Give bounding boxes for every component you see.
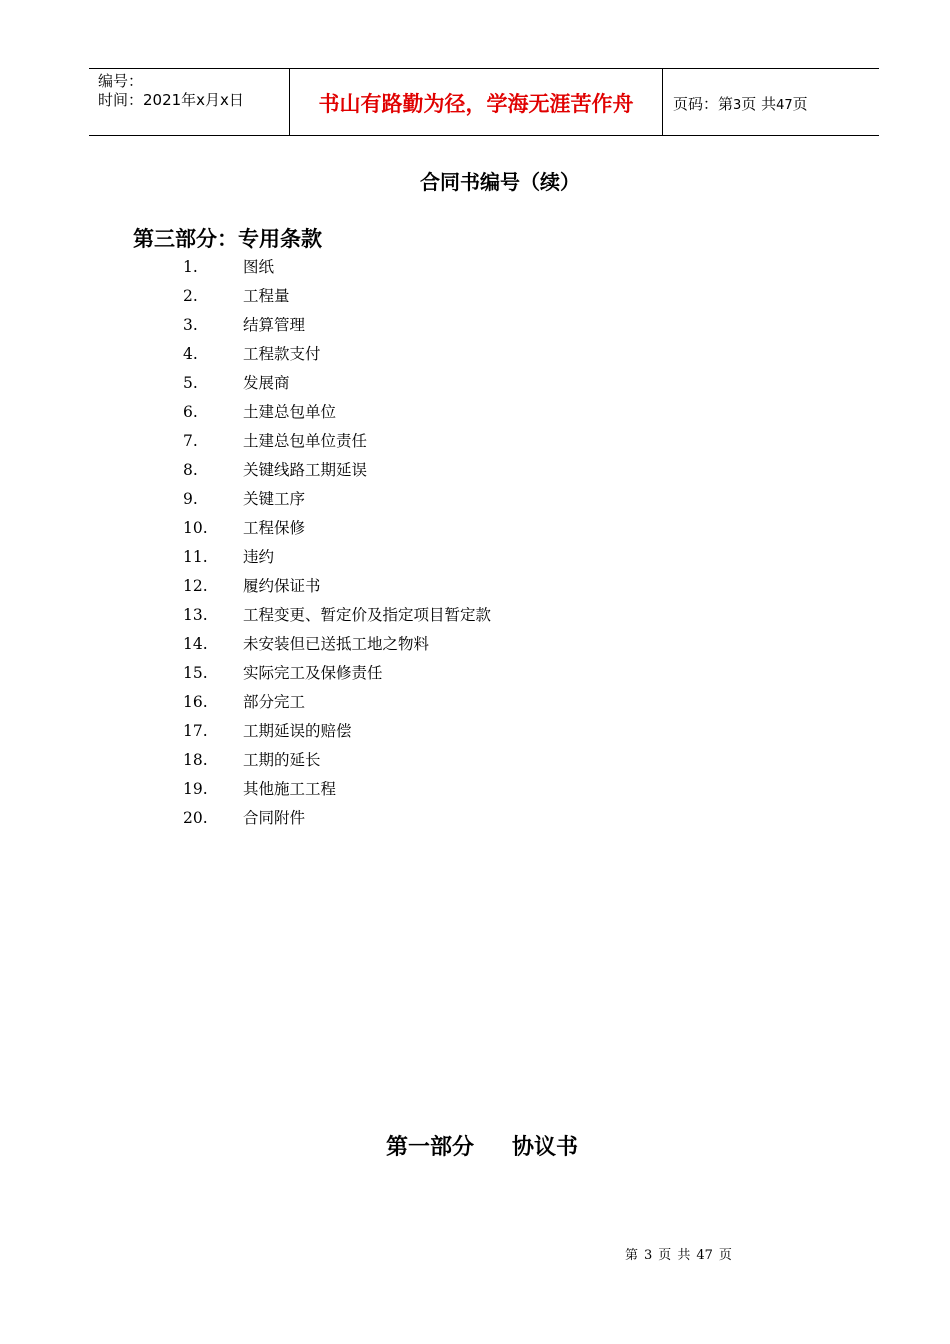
page-mid: 页 共 [741, 95, 777, 113]
clause-number: 11. [183, 548, 208, 566]
section-title: 第三部分：专用条款 [133, 227, 322, 251]
clause-list-item [183, 779, 491, 808]
page-total: 47 [776, 98, 793, 113]
clause-text: 工期的延长 [243, 751, 321, 769]
clause-number: 1. [183, 258, 198, 276]
clause-text: 工程量 [243, 287, 290, 305]
footer-word-3: 共 [677, 1248, 691, 1263]
clause-list-item [183, 344, 491, 373]
clause-number: 2. [183, 287, 198, 305]
clause-number: 15. [183, 664, 208, 682]
header-page-info [673, 95, 808, 115]
clause-list-item [183, 808, 491, 837]
clause-number: 12. [183, 577, 208, 595]
clause-number: 20. [183, 809, 208, 827]
header-motto-cell [290, 69, 663, 135]
clause-text: 未安装但已送抵工地之物料 [243, 635, 430, 653]
header-meta-cell [89, 69, 290, 135]
part-title [386, 1134, 578, 1162]
clause-list-item [183, 750, 491, 779]
clause-number: 19. [183, 780, 208, 798]
page-footer [625, 1247, 738, 1265]
clause-text: 工程款支付 [243, 345, 321, 363]
page-prefix: 页码：第 [673, 95, 734, 113]
clause-number: 14. [183, 635, 208, 653]
clause-text: 土建总包单位责任 [243, 432, 368, 450]
clause-text: 实际完工及保修责任 [243, 664, 383, 682]
document-title: 合同书编号（续） [420, 170, 580, 194]
page-header [89, 68, 879, 136]
clause-list-item [183, 634, 491, 663]
header-page-cell [663, 69, 879, 135]
clause-number: 6. [183, 403, 198, 421]
clause-number: 8. [183, 461, 198, 479]
footer-word-1: 第 [625, 1248, 639, 1263]
clause-list-item [183, 460, 491, 489]
page-suffix: 页 [792, 95, 808, 113]
clause-text: 图纸 [243, 258, 275, 276]
clause-text: 合同附件 [243, 809, 306, 827]
part-title-name: 协议书 [512, 1135, 579, 1160]
clause-text: 工程保修 [243, 519, 306, 537]
clause-number: 7. [183, 432, 198, 450]
clause-text: 土建总包单位 [243, 403, 337, 421]
clause-text: 部分完工 [243, 693, 306, 711]
clause-number: 9. [183, 490, 198, 508]
clause-number: 5. [183, 374, 198, 392]
clause-list-item [183, 605, 491, 634]
clause-list-item [183, 692, 491, 721]
clause-text: 发展商 [243, 374, 290, 392]
clause-list-item [183, 518, 491, 547]
page-current: 3 [733, 98, 742, 113]
header-motto: 书山有路勤为径，学海无涯苦作舟 [318, 92, 634, 116]
footer-current-page: 3 [644, 1248, 653, 1263]
clause-text: 其他施工工程 [243, 780, 337, 798]
footer-total-pages: 47 [696, 1248, 713, 1263]
document-number-label: 编号： [98, 72, 144, 90]
clause-list-item [183, 402, 491, 431]
clause-text: 违约 [243, 548, 275, 566]
document-time-label: 时间：2021年x月x日 [98, 91, 244, 109]
clause-list-item [183, 431, 491, 460]
clause-list-item [183, 286, 491, 315]
clause-text: 关键工序 [243, 490, 306, 508]
clause-list-item [183, 489, 491, 518]
clause-list-item [183, 547, 491, 576]
clause-number: 17. [183, 722, 208, 740]
footer-word-2: 页 [658, 1248, 672, 1263]
clause-number: 16. [183, 693, 208, 711]
clause-number: 10. [183, 519, 208, 537]
clause-text: 工程变更、暂定价及指定项目暂定款 [243, 606, 492, 624]
clause-number: 13. [183, 606, 208, 624]
clause-text: 关键线路工期延误 [243, 461, 368, 479]
clause-list-item [183, 257, 491, 286]
clause-list-item [183, 663, 491, 692]
clause-text: 履约保证书 [243, 577, 321, 595]
clause-list [183, 257, 491, 837]
clause-number: 3. [183, 316, 198, 334]
clause-text: 工期延误的赔偿 [243, 722, 352, 740]
part-title-number: 第一部分 [386, 1135, 475, 1160]
clause-list-item [183, 315, 491, 344]
clause-list-item [183, 576, 491, 605]
clause-text: 结算管理 [243, 316, 306, 334]
clause-list-item [183, 721, 491, 750]
clause-number: 4. [183, 345, 198, 363]
clause-list-item [183, 373, 491, 402]
clause-number: 18. [183, 751, 208, 769]
footer-word-4: 页 [718, 1248, 732, 1263]
